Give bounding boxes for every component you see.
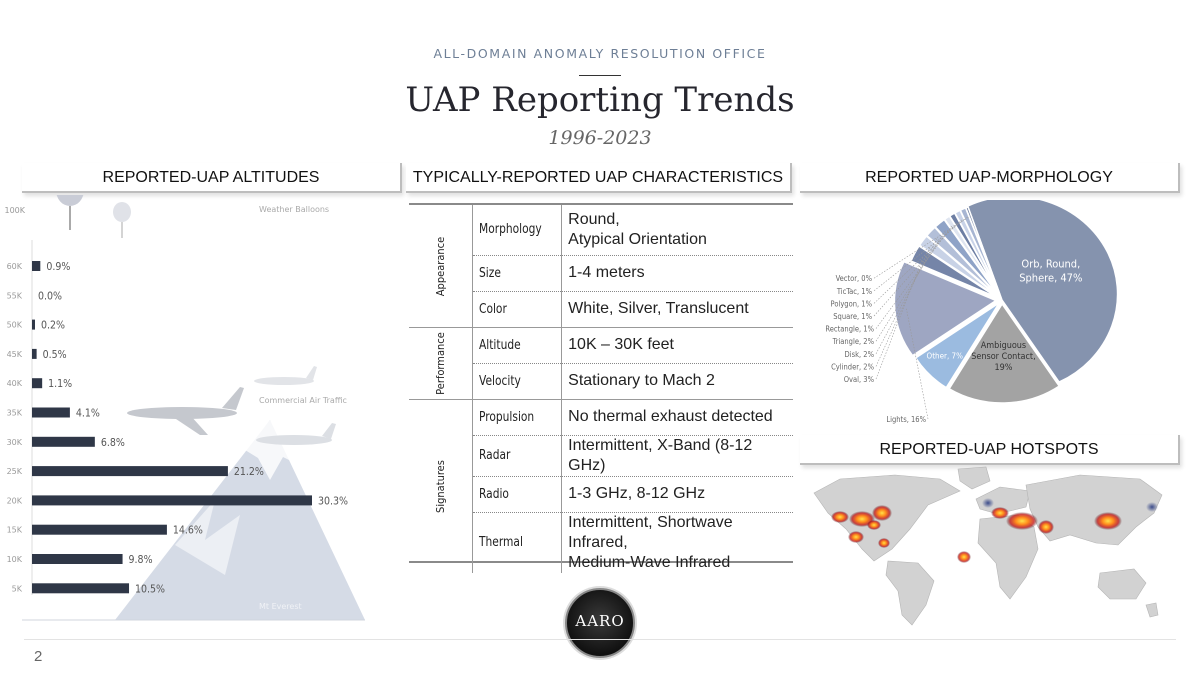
y-tick-top: 100K [4, 206, 25, 215]
data-label: 0.9% [46, 261, 71, 273]
data-label: 1.1% [48, 378, 73, 391]
y-tick-label: 25K [6, 467, 22, 477]
slice-label: Other, 7% [926, 351, 963, 361]
slice-label: Orb, Round, Sphere, 47% [1019, 257, 1083, 285]
title-divider [579, 75, 621, 76]
date-range: 1996-2023 [548, 127, 652, 149]
data-label: 0.5% [42, 348, 67, 361]
slice-label: TicTac, 1% [836, 286, 872, 296]
slice-label: Ambiguous Sensor Contact, 19% [971, 340, 1036, 373]
hotspots-panel-title: REPORTED-UAP HOTSPOTS [800, 435, 1180, 465]
data-label: 6.8% [100, 436, 125, 449]
slice-label: Rectangle, 1% [825, 324, 874, 334]
value-cell: White, Silver, Translucent [562, 291, 793, 327]
office-name: ALL-DOMAIN ANOMALY RESOLUTION OFFICE [433, 46, 767, 61]
footer-divider [24, 639, 1176, 640]
altitude-bar [32, 320, 35, 330]
property-cell: Radar [472, 435, 561, 476]
slice-label: Oval, 3% [843, 375, 874, 384]
value-cell: 1-4 meters [562, 255, 793, 291]
slice-label: Triangle, 2% [832, 337, 874, 347]
group-signatures: Signatures [409, 399, 472, 573]
airplane-icon [127, 387, 244, 435]
y-tick-label: 20K [6, 496, 22, 506]
slice-label: Lights, 16% [886, 415, 926, 424]
hotspots-map [800, 465, 1180, 635]
page-title: UAP Reporting Trends [405, 80, 795, 120]
slice-label: Cylinder, 2% [831, 362, 874, 372]
y-tick-label: 35K [6, 408, 22, 418]
value-cell: 1-3 GHz, 8-12 GHz [562, 476, 793, 512]
altitude-bar [32, 349, 37, 359]
slice-label: Square, 1% [833, 312, 872, 321]
table-row [409, 205, 793, 255]
property-cell: Radio [472, 476, 561, 512]
value-cell: No thermal exhaust detected [562, 399, 793, 435]
morphology-panel-title: REPORTED UAP-MORPHOLOGY [800, 163, 1180, 193]
value-cell: 10K – 30K feet [562, 327, 793, 363]
table-row [409, 399, 793, 435]
altitude-bar [32, 378, 42, 388]
value-cell: Intermittent, X-Band (8-12 GHz) [562, 435, 793, 476]
value-cell: Intermittent, Shortwave Infrared, Medium-Wave Infrared [568, 513, 733, 571]
data-label: 10.5% [135, 583, 166, 596]
balloon-icon [56, 195, 84, 206]
morphology-pie-chart [800, 200, 1180, 432]
annotation-commercial-air: Commercial Air Traffic [259, 396, 347, 405]
balloon-icon [113, 202, 131, 222]
data-label: 4.1% [75, 407, 100, 420]
world-map-landmass [814, 467, 1162, 625]
altitudes-panel-title: REPORTED-UAP ALTITUDES [22, 163, 402, 193]
group-performance: Performance [409, 327, 472, 399]
page-number: 2 [34, 648, 43, 665]
data-label: 0.0% [38, 290, 62, 303]
altitude-bar [32, 495, 312, 505]
y-tick-label: 50K [6, 320, 22, 330]
altitude-bar [32, 466, 228, 476]
altitude-bar [32, 525, 167, 535]
value-cell: Stationary to Mach 2 [562, 363, 793, 399]
property-cell: Velocity [472, 363, 561, 399]
altitude-bar [32, 554, 123, 564]
slice-label: Disk, 2% [844, 349, 874, 359]
slice-label: Polygon, 1% [830, 299, 872, 309]
altitude-bar-chart [0, 195, 395, 625]
y-tick-label: 60K [6, 262, 22, 271]
property-cell: Morphology [472, 205, 561, 255]
table-row [409, 327, 793, 363]
y-tick-label: 45K [6, 349, 22, 359]
y-tick-label: 40K [6, 379, 22, 389]
property-cell: Altitude [472, 327, 561, 363]
characteristics-panel-title: TYPICALLY-REPORTED UAP CHARACTERISTICS [406, 163, 792, 193]
y-tick-label: 5K [11, 584, 22, 594]
y-tick-label: 15K [6, 525, 22, 535]
group-appearance: Appearance [409, 205, 472, 327]
altitude-bar [32, 583, 129, 593]
altitude-bar [32, 437, 95, 447]
data-label: 9.8% [128, 554, 153, 566]
data-label: 0.2% [41, 319, 65, 332]
characteristics-table [409, 203, 793, 571]
data-label: 30.3% [318, 495, 349, 508]
airplane-icon [254, 366, 317, 385]
property-cell: Propulsion [472, 399, 561, 435]
data-label: 21.2% [233, 466, 264, 479]
annotation-weather-balloons: Weather Balloons [259, 205, 330, 214]
annotation-mt-everest: Mt Everest [259, 602, 302, 611]
data-label: 14.6% [172, 524, 203, 537]
value-cell: Round, Atypical Orientation [562, 205, 793, 255]
property-cell: Thermal [472, 512, 561, 573]
y-tick-label: 55K [6, 291, 22, 301]
aaro-logo: AARO [565, 588, 635, 658]
y-tick-label: 10K [6, 555, 22, 564]
altitude-bar [32, 408, 70, 418]
altitude-bar [32, 261, 40, 271]
property-cell: Color [472, 291, 561, 327]
slice-label: Vector, 0% [835, 274, 872, 284]
property-cell: Size [472, 255, 561, 291]
y-tick-label: 30K [6, 437, 22, 447]
